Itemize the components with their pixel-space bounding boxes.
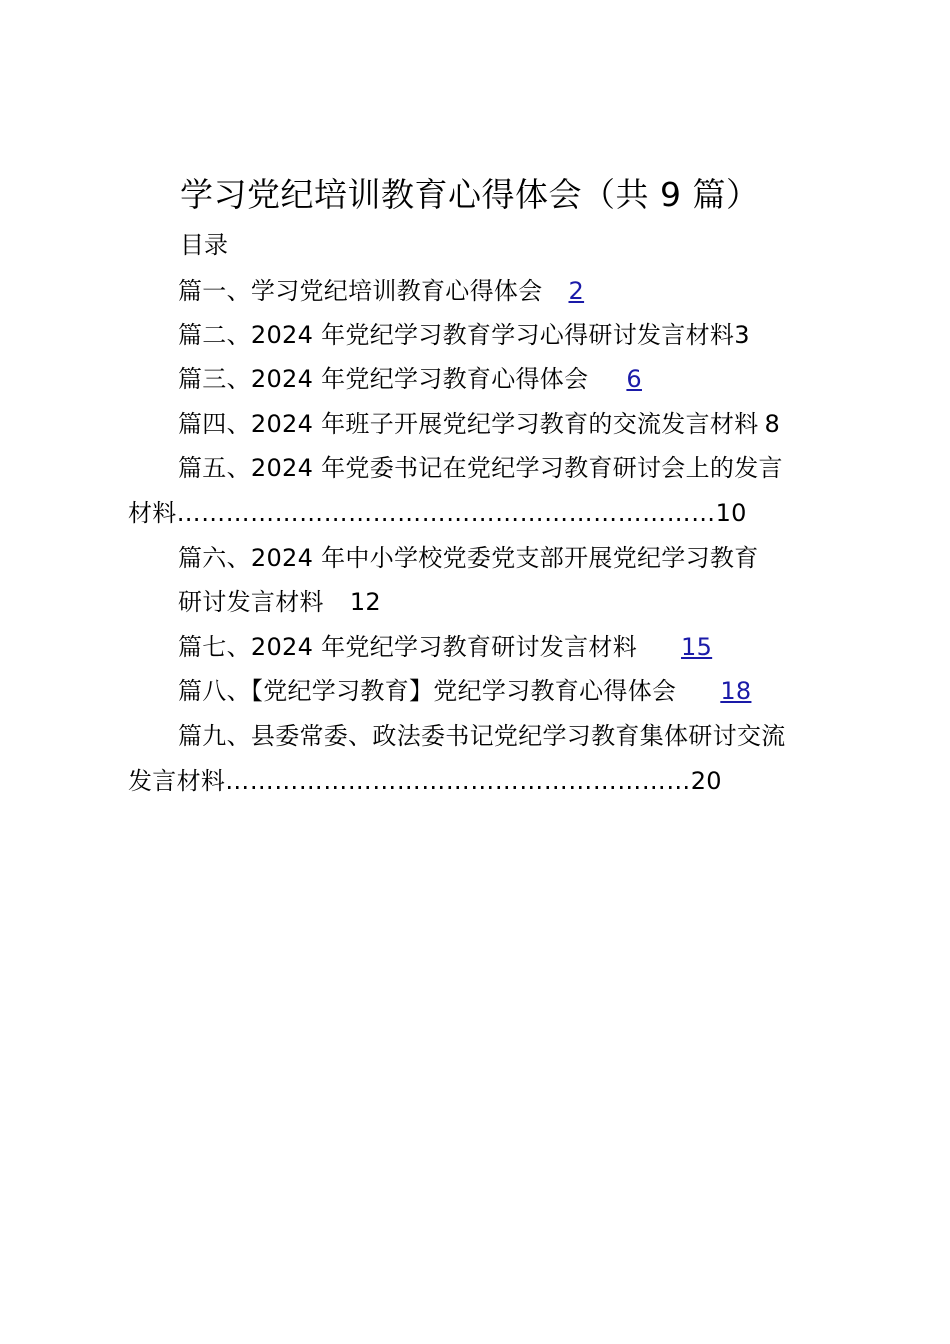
toc-entry-5-line1[interactable]: 篇五、2024 年党委书记在党纪学习教育研讨会上的发言	[178, 454, 783, 482]
toc-entry-6-line2[interactable]	[178, 585, 381, 619]
toc-entry-6-line1[interactable]: 篇六、2024 年中小学校党委党支部开展党纪学习教育	[178, 544, 759, 572]
toc-page-number: 12	[349, 588, 381, 616]
toc-entry-title: 篇二、2024 年党纪学习教育学习心得研讨发言材料	[178, 321, 735, 349]
toc-entry-title: 篇四、2024 年班子开展党纪学习教育的交流发言材料	[178, 410, 759, 438]
toc-entry-4[interactable]	[178, 407, 780, 441]
toc-entry-3[interactable]	[178, 362, 642, 396]
toc-entry-title-cont: 发言材料	[128, 767, 226, 795]
toc-page-link[interactable]: 6	[626, 365, 642, 393]
toc-entry-1[interactable]	[178, 274, 584, 308]
toc-entry-title: 篇三、2024 年党纪学习教育心得体会	[178, 365, 589, 393]
toc-entry-title: 篇八、【党纪学习教育】党纪学习教育心得体会	[178, 677, 677, 705]
toc-heading: 目录	[180, 231, 228, 259]
toc-entry-8[interactable]	[178, 674, 751, 708]
toc-entry-title-cont: 材料	[128, 499, 177, 527]
toc-page-link[interactable]: 2	[568, 277, 585, 305]
document-title: 学习党纪培训教育心得体会（共 9 篇）	[180, 175, 760, 214]
toc-page-number: 20	[690, 767, 722, 795]
toc-entry-9-line1[interactable]: 篇九、县委常委、政法委书记党纪学习教育集体研讨交流	[178, 722, 786, 750]
toc-page-number: 3	[734, 321, 750, 349]
toc-entry-9-line2[interactable]	[128, 764, 722, 798]
toc-page-link[interactable]: 15	[681, 633, 713, 661]
toc-page-number: 8	[764, 410, 781, 438]
toc-entry-title: 篇一、学习党纪培训教育心得体会	[178, 277, 543, 305]
toc-entry-title-cont: 研讨发言材料	[178, 588, 324, 616]
toc-entry-7[interactable]	[178, 630, 712, 664]
toc-entry-title: 篇七、2024 年党纪学习教育研讨发言材料	[178, 633, 638, 661]
toc-entry-5-line2[interactable]	[128, 496, 747, 530]
toc-leader-dots: …………………………………………………	[225, 767, 691, 795]
toc-page-number: 10	[715, 499, 747, 527]
toc-leader-dots: …………………………………………………………	[176, 499, 716, 527]
toc-entry-2[interactable]	[178, 318, 750, 352]
toc-page-link[interactable]: 18	[720, 677, 752, 705]
